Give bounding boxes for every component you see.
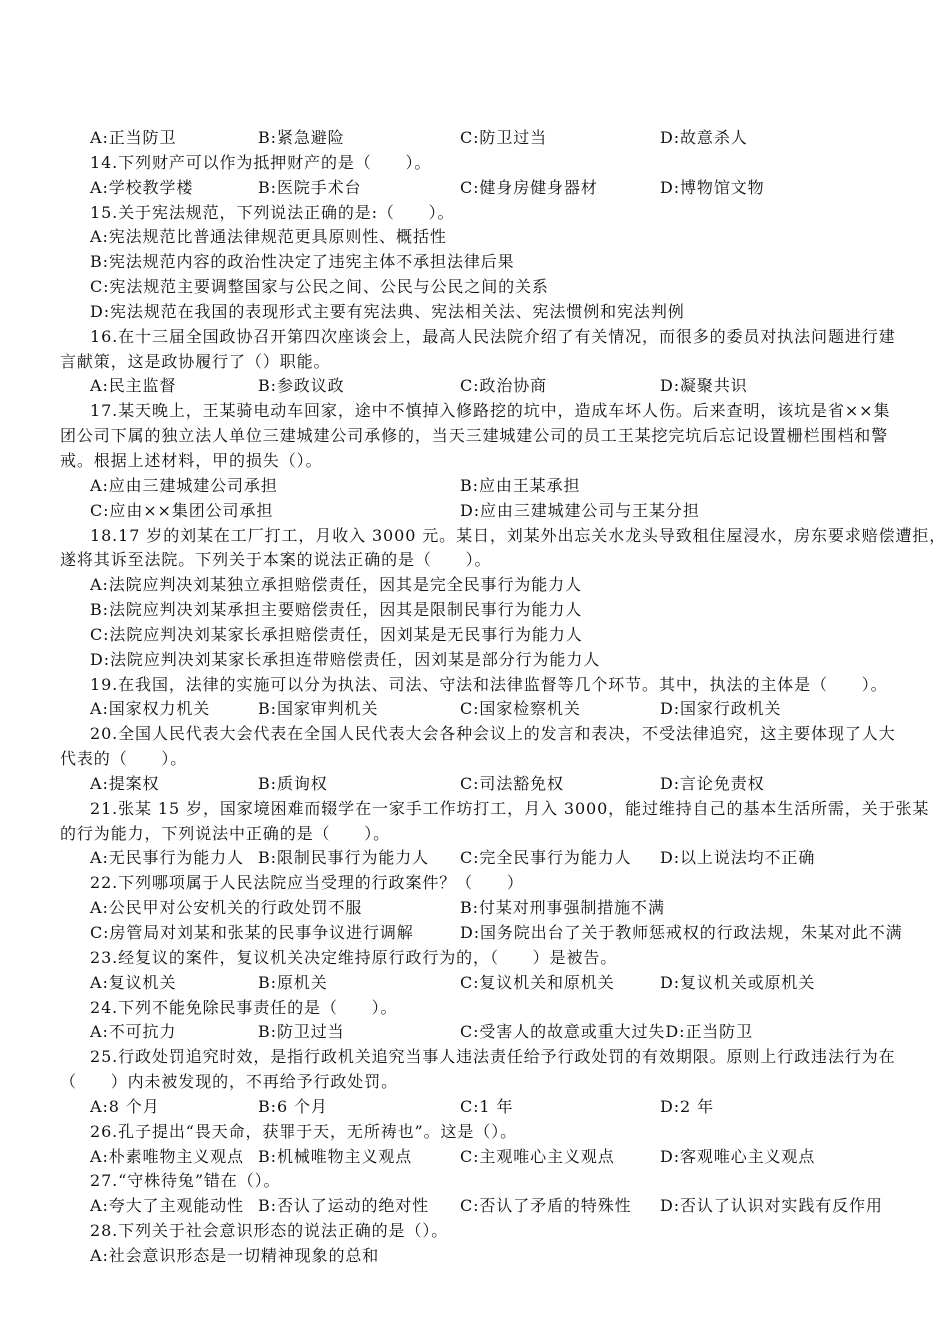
answer-options-row (60, 126, 896, 151)
question-text-line: 遂将其诉至法院。下列关于本案的说法正确的是（ ）。 (60, 550, 492, 570)
question-text-line: 言献策，这是政协履行了（）职能。 (60, 351, 331, 371)
answer-option: B:否认了运动的绝对性 (258, 1196, 430, 1216)
answer-option: D:客观唯心主义观点 (660, 1146, 816, 1166)
answer-options-row (60, 623, 896, 648)
answer-option: D:故意杀人 (660, 128, 748, 147)
answer-options-row (60, 1244, 896, 1269)
answer-option: A:不可抗力 (90, 1022, 177, 1042)
answer-option: D:宪法规范在我国的表现形式主要有宪法典、宪法相关法、宪法惯例和宪法判例 (90, 301, 685, 321)
answer-option: A:法院应判决刘某独立承担赔偿责任，因其是完全民事行为能力人 (90, 575, 582, 595)
answer-option: B:防卫过当 (258, 1022, 345, 1042)
answer-options-row (60, 1145, 896, 1170)
answer-option: A:夸大了主观能动性 (90, 1196, 244, 1216)
answer-options-row (60, 846, 896, 871)
question-text-line: 28.下列关于社会意识形态的说法正确的是（）。 (90, 1221, 449, 1241)
answer-options-row (60, 474, 896, 499)
answer-option: C:防卫过当 (460, 128, 548, 147)
answer-options-row (60, 1194, 896, 1219)
answer-option: B:6 个月 (258, 1096, 328, 1116)
answer-option: A:复议机关 (90, 972, 177, 992)
answer-option: B:应由王某承担 (460, 475, 581, 495)
answer-option: C:应由××集团公司承担 (90, 500, 274, 520)
answer-option: D:凝聚共识 (660, 376, 748, 396)
answer-option: A:国家权力机关 (90, 699, 211, 719)
answer-option: B:紧急避险 (258, 128, 345, 147)
answer-option: C:完全民事行为能力人 (460, 848, 632, 868)
answer-options-row (60, 573, 896, 598)
answer-option: B:国家审判机关 (258, 699, 379, 719)
answer-option: A:提案权 (90, 773, 160, 793)
question-text-line: 23.经复议的案件，复议机关决定维持原行政行为的，（ ）是被告。 (90, 947, 618, 967)
answer-options-row (60, 374, 896, 399)
answer-option: C:法院应判决刘某家长承担赔偿责任，因刘某是无民事行为能力人 (90, 624, 583, 644)
answer-option: B:质询权 (258, 773, 328, 793)
question-text-line: 25.行政处罚追究时效，是指行政机关追究当事人违法责任给予行政处罚的有效期限。原则上行政违法行为在 (90, 1047, 896, 1067)
answer-option: B:医院手术台 (258, 177, 362, 197)
answer-option: C:1 年 (460, 1096, 514, 1116)
answer-options-row (60, 1020, 896, 1045)
answer-option: C:司法豁免权 (460, 773, 564, 793)
question-text-line: 26.孔子提出“畏天命，获罪于天，无所祷也”。这是（）。 (90, 1121, 518, 1141)
answer-option: C:国家检察机关 (460, 699, 581, 719)
answer-options-row (60, 275, 896, 300)
answer-options-row (60, 772, 896, 797)
answer-option: B:机械唯物主义观点 (258, 1146, 413, 1166)
answer-option: A:宪法规范比普通法律规范更具原则性、概括性 (90, 227, 447, 247)
question-text-line: 24.下列不能免除民事责任的是（ ）。 (90, 997, 398, 1017)
answer-option: B:付某对刑事强制措施不满 (460, 898, 665, 918)
question-text-line: 15.关于宪法规范，下列说法正确的是:（ ）。 (90, 202, 455, 222)
answer-options-row (60, 921, 903, 946)
answer-option: C:受害人的故意或重大过失 (460, 1022, 666, 1042)
answer-options-row (60, 250, 896, 275)
answer-option: D:以上说法均不正确 (660, 848, 816, 868)
answer-option: B:原机关 (258, 972, 328, 992)
answer-option: C:健身房健身器材 (460, 177, 598, 197)
question-text-line: 代表的（ ）。 (60, 749, 188, 769)
question-text-line: （ ）内未被发现的，不再给予行政处罚。 (60, 1072, 399, 1092)
question-text-line: 的行为能力，下列说法中正确的是（ ）。 (60, 823, 391, 843)
answer-option: D:博物馆文物 (660, 177, 765, 197)
question-text-line: 团公司下属的独立法人单位三建城建公司承修的，当天三建城建公司的员工王某挖完坑后忘记设置栅栏围档和警 (60, 426, 889, 446)
answer-options-row (60, 1095, 896, 1120)
answer-option: B:宪法规范内容的政治性决定了违宪主体不承担法律后果 (90, 252, 515, 272)
question-text-line: 戒。根据上述材料，甲的损失（）。 (60, 450, 323, 470)
answer-options-row (60, 598, 896, 623)
answer-option: D:国务院出台了关于教师惩戒权的行政法规，朱某对此不满 (460, 923, 903, 942)
answer-option: D:应由三建城建公司与王某分担 (460, 500, 700, 520)
answer-option: A:应由三建城建公司承担 (90, 475, 278, 495)
answer-options-row (60, 225, 896, 250)
answer-option: D:法院应判决刘某家长承担连带赔偿责任，因刘某是部分行为能力人 (90, 649, 601, 669)
answer-option: D:言论免责权 (660, 773, 765, 793)
question-text-line: 20.全国人民代表大会代表在全国人民代表大会各种会议上的发言和表决，不受法律追究，这主要体现了人大 (90, 724, 896, 744)
answer-option: B:法院应判决刘某承担主要赔偿责任，因其是限制民事行为能力人 (90, 600, 583, 620)
question-text-line: 17.某天晚上，王某骑电动车回家，途中不慎掉入修路挖的坑中，造成车坏人伤。后来查明，该坑是省××集 (90, 401, 891, 421)
answer-option: A:公民甲对公安机关的行政处罚不服 (90, 898, 363, 918)
answer-option: C:否认了矛盾的特殊性 (460, 1196, 632, 1216)
answer-option: A:8 个月 (90, 1096, 160, 1116)
answer-option: A:正当防卫 (90, 128, 177, 147)
question-text-line: 14.下列财产可以作为抵押财产的是（ ）。 (90, 152, 432, 172)
answer-options-row (60, 300, 896, 325)
answer-option: A:朴素唯物主义观点 (90, 1146, 244, 1166)
question-text-line: 16.在十三届全国政协召开第四次座谈会上，最高人民法院介绍了有关情况，而很多的委员对执法问题进行建 (90, 326, 896, 346)
answer-option: D:正当防卫 (665, 1022, 753, 1042)
answer-option: A:社会意识形态是一切精神现象的总和 (90, 1245, 380, 1265)
answer-option: C:宪法规范主要调整国家与公民之间、公民与公民之间的关系 (90, 277, 549, 297)
answer-option: C:房管局对刘某和张某的民事争议进行调解 (90, 923, 414, 942)
answer-options-row (60, 648, 896, 673)
answer-option: A:无民事行为能力人 (90, 848, 244, 868)
answer-option: C:复议机关和原机关 (460, 972, 615, 992)
answer-option: D:国家行政机关 (660, 699, 782, 719)
exam-document (60, 126, 947, 1269)
question-text-line: 21.张某 15 岁，国家境困难而辍学在一家手工作坊打工，月入 3000，能过维持自己的基本生活所需，关于张某 (90, 798, 930, 818)
answer-options-row (60, 896, 896, 921)
answer-options-row (60, 499, 896, 524)
answer-option: A:民主监督 (90, 376, 177, 396)
answer-options-row (60, 176, 896, 201)
answer-option: D:2 年 (660, 1096, 714, 1116)
question-text-line: 18.17 岁的刘某在工厂打工，月收入 3000 元。某日，刘某外出忘关水龙头导致租住屋浸水，房东要求赔偿遭拒， (90, 525, 947, 545)
answer-option: D:复议机关或原机关 (660, 972, 816, 992)
question-text-line: 19.在我国，法律的实施可以分为执法、司法、守法和法律监督等几个环节。其中，执法的主体是（ ）。 (90, 674, 888, 694)
answer-options-row (60, 697, 896, 722)
answer-option: D:否认了认识对实践有反作用 (660, 1196, 883, 1216)
answer-option: C:政治协商 (460, 376, 548, 396)
question-text-line: 22.下列哪项属于人民法院应当受理的行政案件？（ ） (90, 873, 524, 893)
answer-option: C:主观唯心主义观点 (460, 1146, 615, 1166)
answer-option: A:学校教学楼 (90, 177, 194, 197)
answer-option: B:参政议政 (258, 376, 345, 396)
answer-option: B:限制民事行为能力人 (258, 848, 430, 868)
answer-options-row (60, 971, 896, 996)
question-text-line: 27.“守株待兔”错在（）。 (90, 1171, 281, 1191)
